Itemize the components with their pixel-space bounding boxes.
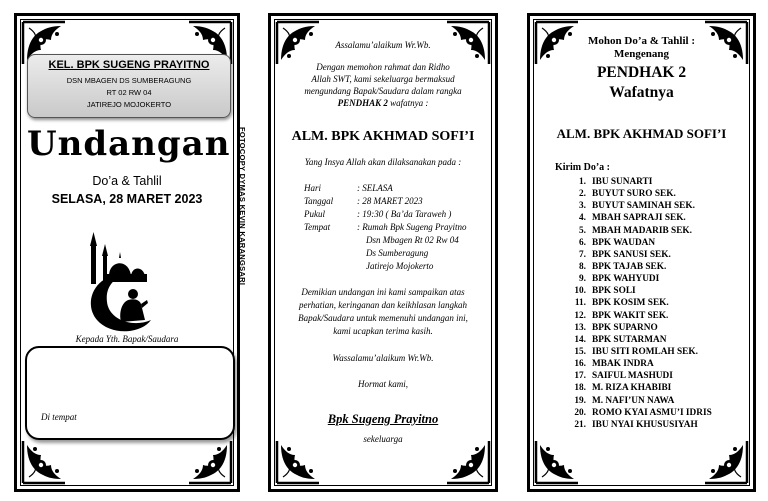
- list-item: [568, 358, 712, 370]
- list-item-name: ROMO KYAI ASMU’I IDRIS: [592, 407, 712, 418]
- list-item-name: BUYUT SURO SEK.: [592, 189, 676, 200]
- list-item: [568, 370, 712, 382]
- list-item-name: BPK KOSIM SEK.: [592, 298, 669, 309]
- corner-ornament-icon: [534, 439, 580, 485]
- list-item: [568, 310, 712, 322]
- recipients: [568, 176, 712, 431]
- list-item-name: MBAH SAPRAJI SEK.: [592, 213, 686, 224]
- recipient-address-box: [25, 346, 235, 440]
- list-item-number: 12.: [574, 310, 586, 321]
- list-item-name: IBU SUNARTI: [592, 177, 653, 187]
- list-item-name: SAIFUL MASHUDI: [592, 371, 673, 382]
- closing-salutation: Wassalamu’alaikum Wr.Wb.: [332, 353, 434, 363]
- list-item: [568, 395, 712, 407]
- sender-family-title: KEL. BPK SUGENG PRAYITNO: [48, 59, 210, 71]
- list-item-number: 10.: [574, 286, 586, 297]
- list-item: [568, 237, 712, 249]
- event-title: Do’a & Tahlil: [92, 174, 162, 188]
- corner-ornament-icon: [703, 439, 749, 485]
- list-item-number: 15.: [574, 346, 586, 357]
- event-name-line2: Wafatnya: [609, 84, 674, 101]
- list-item: [568, 346, 712, 358]
- deceased-name: ALM. BPK AKHMAD SOFI’I: [291, 129, 475, 144]
- list-item-number: 6.: [579, 237, 586, 248]
- prayer-list-panel: [527, 13, 756, 492]
- detail-value-day: : SELASA: [357, 183, 393, 193]
- regards-line: Hormat kami,: [358, 379, 408, 389]
- list-item-number: 20.: [574, 407, 586, 418]
- intro-line: Dengan memohon rahmat dan Ridho: [316, 62, 450, 72]
- place-line: Ds Sumberagung: [366, 248, 429, 258]
- list-item-number: 18.: [574, 383, 586, 394]
- list-item-name: BPK WAKIT SEK.: [592, 310, 669, 321]
- event-date: SELASA, 28 MARET 2023: [51, 192, 203, 206]
- list-item: [568, 322, 712, 334]
- recipient-list: [568, 176, 712, 431]
- list-item-name: BUYUT SAMINAH SEK.: [592, 201, 695, 212]
- intro-line: mengundang Bapak/Saudara dalam rangka: [304, 86, 462, 96]
- list-item: [568, 285, 712, 297]
- invitation-text-panel: [268, 13, 498, 492]
- list-item-number: 9.: [579, 274, 586, 285]
- prayer-subheading: Mengenang: [614, 48, 669, 60]
- list-item-name: M. NAFI’UN NAWA: [592, 395, 675, 406]
- detail-label-date: Tanggal: [304, 196, 334, 206]
- list-item: [568, 407, 712, 419]
- list-item-name: MBAH MADARIB SEK.: [592, 225, 692, 236]
- detail-value-time: : 19:30 ( Ba’da Taraweh ): [357, 209, 452, 219]
- place-label: Di tempat: [41, 412, 77, 422]
- list-item: [568, 249, 712, 261]
- corner-ornament-icon: [275, 439, 321, 485]
- list-item: [568, 212, 712, 224]
- print-shop-credit: FOTOCOPY DYMAS KEVIN KARANGSARI: [238, 127, 247, 286]
- list-item: [568, 225, 712, 237]
- list-item-number: 1.: [579, 177, 586, 187]
- list-item: [568, 273, 712, 285]
- occasion-line: [271, 97, 495, 109]
- detail-label-time: Pukul: [304, 209, 325, 219]
- mosque-moon-prayer-icon: [85, 224, 165, 336]
- list-item-number: 14.: [574, 334, 586, 345]
- place-line: Jatirejo Mojokerto: [366, 261, 434, 271]
- list-item-number: 7.: [579, 249, 586, 260]
- list-item: [568, 176, 712, 188]
- list-item-name: M. RIZA KHABIBI: [592, 383, 672, 394]
- list-item-number: 5.: [579, 225, 586, 236]
- list-item-name: IBU NYAI KHUSUSIYAH: [592, 419, 698, 430]
- deceased-name: ALM. BPK AKHMAD SOFI’I: [556, 126, 727, 141]
- list-item-name: BPK WAUDAN: [592, 237, 656, 248]
- closing-line: Demikian undangan ini kami sampaikan atas: [301, 287, 465, 297]
- place-line: Dsn Mbagen Rt 02 Rw 04: [366, 235, 459, 245]
- list-item: [568, 382, 712, 394]
- detail-label-place: Tempat: [304, 222, 331, 232]
- send-prayer-label: Kirim Do’a :: [555, 162, 610, 173]
- corner-ornament-icon: [445, 439, 491, 485]
- list-item-name: BPK SUTARMAN: [592, 334, 667, 345]
- sender-address-line: RT 02 RW 04: [106, 88, 152, 97]
- list-item-name: BPK SANUSI SEK.: [592, 249, 671, 260]
- host-family: sekeluarga: [363, 434, 403, 444]
- host-name: Bpk Sugeng Prayitno: [327, 412, 439, 426]
- list-item: [568, 200, 712, 212]
- event-name: PENDHAK 2: [596, 64, 687, 81]
- corner-ornament-icon: [21, 439, 67, 485]
- occasion-name: PENDHAK 2: [337, 98, 388, 108]
- list-item: [568, 297, 712, 309]
- prayer-heading: Mohon Do’a & Tahlil :: [588, 35, 695, 47]
- held-on-line: Yang Insya Allah akan dilaksanakan pada :: [304, 157, 462, 167]
- list-item-number: 16.: [574, 359, 586, 370]
- list-item-name: BPK WAHYUDI: [592, 274, 660, 285]
- closing-line: kami ucapkan terima kasih.: [333, 326, 433, 336]
- list-item-number: 2.: [579, 189, 586, 200]
- closing-line: perhatian, keringanan dan keikhlasan langkah: [298, 300, 468, 310]
- list-item-number: 19.: [574, 395, 586, 406]
- list-item-number: 4.: [579, 213, 586, 224]
- list-item-number: 17.: [574, 371, 586, 382]
- list-item: [568, 188, 712, 200]
- list-item-number: 21.: [574, 419, 586, 430]
- list-item-number: 11.: [574, 298, 586, 309]
- opening-greeting: Assalamu’alaikum Wr.Wb.: [335, 40, 431, 50]
- front-cover-panel: [14, 13, 240, 492]
- detail-label-day: Hari: [304, 183, 322, 193]
- list-item-name: IBU SITI ROMLAH SEK.: [592, 346, 698, 357]
- list-item: [568, 334, 712, 346]
- list-item-name: BPK SOLI: [592, 286, 636, 297]
- list-item-name: MBAK INDRA: [592, 359, 654, 370]
- recipient-label: Kepada Yth. Bapak/Saudara: [75, 334, 179, 344]
- occasion-suffix: wafatnya :: [387, 98, 429, 108]
- sender-address-line: DSN MBAGEN DS SUMBERAGUNG: [66, 76, 192, 85]
- intro-line: Allah SWT, kami sekeluarga bermaksud: [311, 74, 455, 84]
- detail-value-place: : Rumah Bpk Sugeng Prayitno: [357, 222, 467, 232]
- invitation-headline: Undangan: [27, 124, 231, 164]
- list-item-name: BPK SUPARNO: [592, 322, 658, 333]
- list-item-number: 3.: [579, 201, 586, 212]
- list-item-number: 8.: [579, 261, 586, 272]
- corner-ornament-icon: [187, 439, 233, 485]
- list-item: [568, 419, 712, 431]
- list-item-number: 13.: [574, 322, 586, 333]
- detail-value-date: : 28 MARET 2023: [357, 196, 423, 206]
- list-item: [568, 261, 712, 273]
- list-item-name: BPK TAJAB SEK.: [592, 261, 667, 272]
- sender-address-line: JATIREJO MOJOKERTO: [86, 100, 172, 109]
- closing-line: Bapak/Saudara untuk memenuhi undangan ini,: [298, 313, 468, 323]
- sender-address-box: [27, 54, 231, 118]
